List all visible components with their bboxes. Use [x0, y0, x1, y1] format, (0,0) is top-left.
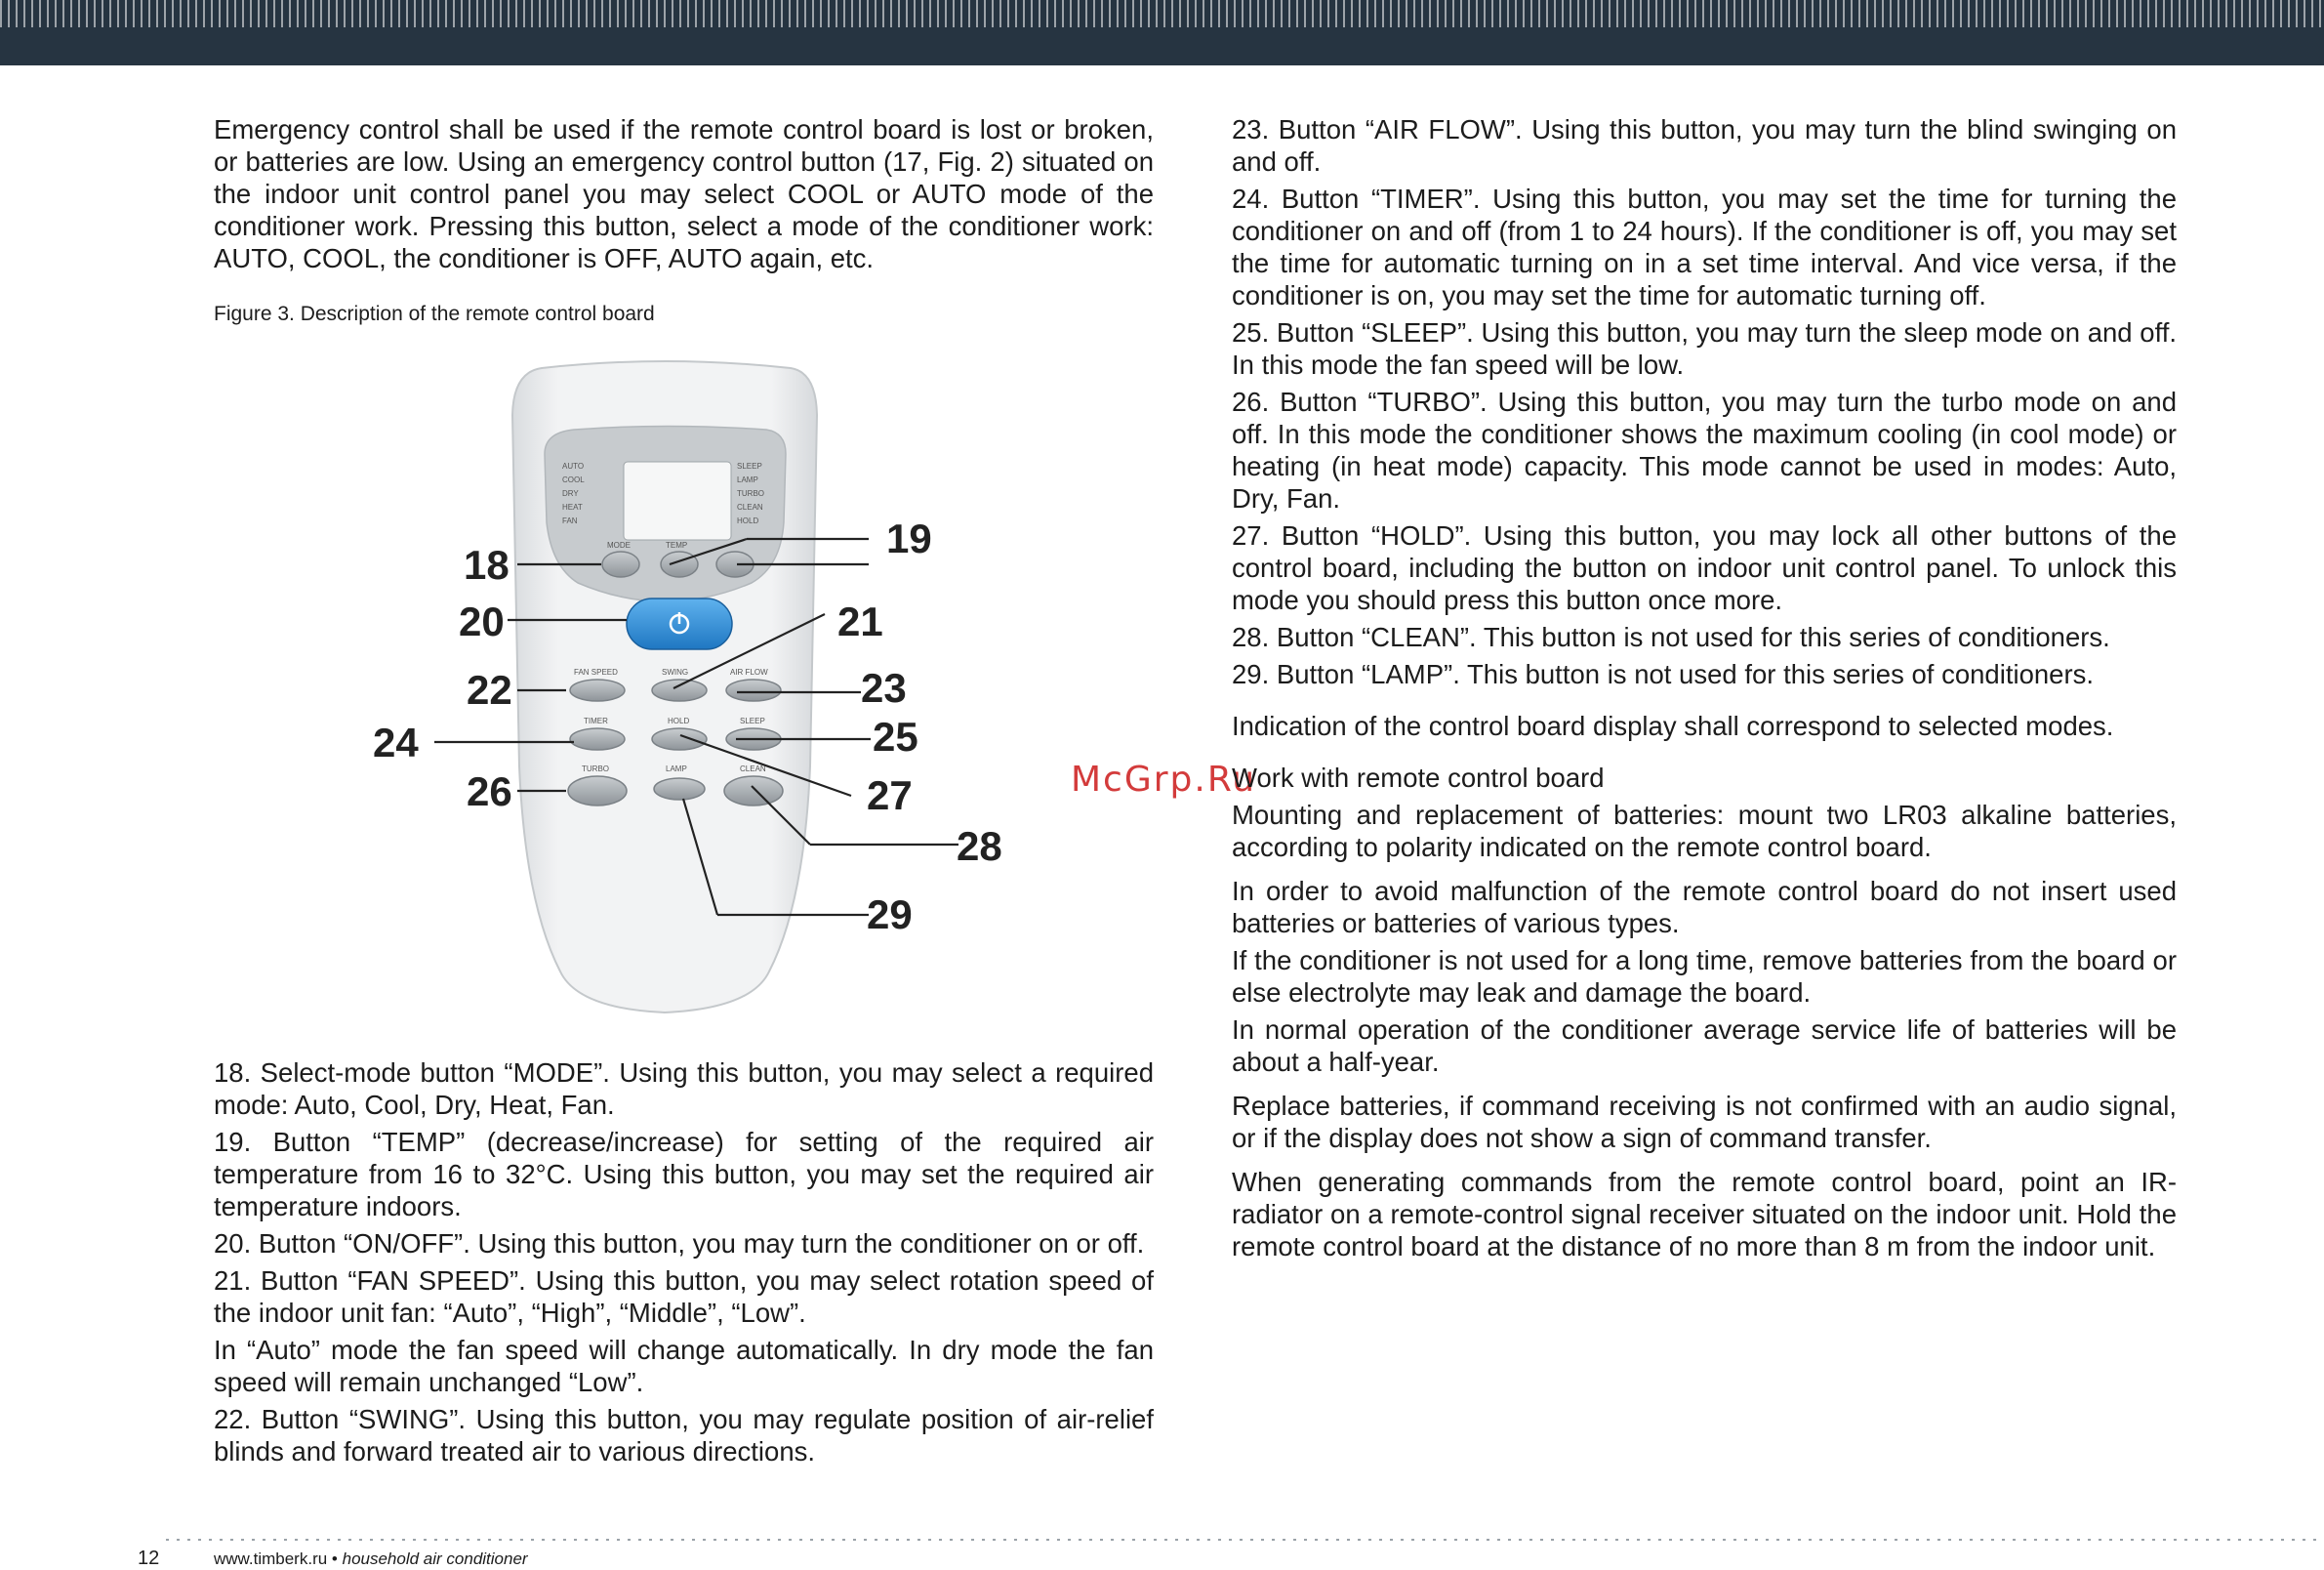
mode-label: MODE	[607, 541, 631, 550]
lcd-label-right: TURBO	[737, 489, 764, 498]
swing-button[interactable]	[652, 680, 707, 701]
footer-separator: •	[331, 1549, 338, 1568]
remote-control-figure	[351, 356, 1002, 1040]
footer-text	[214, 1549, 528, 1569]
paragraph-batteries-life: In normal operation of the conditioner average service life of batteries will be about a half-year.	[1232, 1014, 2177, 1077]
callout-number: 21	[837, 599, 883, 644]
paragraph-mode: 18. Select-mode button “MODE”. Using this button, you may select a required mode: Auto, Cool, Dry, Heat, Fan.	[214, 1057, 1154, 1120]
intro-column	[214, 113, 1154, 274]
timer-label: TIMER	[584, 717, 608, 725]
temp-down-button[interactable]	[661, 552, 698, 577]
callout-number: 26	[467, 768, 512, 814]
footer-divider	[166, 1539, 2324, 1541]
lcd-label-right: LAMP	[737, 475, 758, 484]
lamp-label: LAMP	[666, 764, 687, 773]
callout-number: 28	[957, 823, 1002, 869]
lcd-label-left: COOL	[562, 475, 585, 484]
temp-down-label: TEMP	[666, 541, 688, 550]
callout-number: 25	[873, 714, 918, 760]
paragraph-ir-radiator: When generating commands from the remote control board, point an IR-radiator on a remote-control signal receiver situated on the indoor unit. Hold the remote control board at the distance of no more than 8 m from the indoor unit.	[1232, 1167, 2177, 1261]
page-number: 12	[138, 1548, 160, 1569]
header-bar	[0, 0, 2324, 65]
lcd-label-left: FAN	[562, 516, 578, 525]
lcd-label-left: HEAT	[562, 503, 583, 512]
clean-button[interactable]	[724, 776, 783, 806]
footer-site[interactable]: www.timberk.ru	[214, 1549, 328, 1568]
turbo-label: TURBO	[582, 764, 609, 773]
watermark-text: McGrp.Ru	[1071, 760, 1257, 800]
footer-tagline: household air conditioner	[342, 1549, 528, 1568]
paragraph-batteries-remove: If the conditioner is not used for a long time, remove batteries from the board or else electrolyte may leak and damage the board.	[1232, 945, 2177, 1008]
lcd-label-right: SLEEP	[737, 462, 762, 471]
air-flow-label: AIR FLOW	[730, 668, 768, 677]
lcd-label-left: AUTO	[562, 462, 585, 471]
paragraph-lamp: 29. Button “LAMP”. This button is not used for this series of conditioners.	[1232, 659, 2094, 689]
callout-number: 20	[459, 599, 505, 644]
sleep-label: SLEEP	[740, 717, 765, 725]
paragraph-temp: 19. Button “TEMP” (decrease/increase) for setting of the required air temperature from 16 to 32°C. Using this button, you may set the required air temperature indoors.	[214, 1127, 1154, 1221]
left-bottom-column	[214, 1056, 1154, 1467]
air-flow-button[interactable]	[726, 680, 781, 701]
paragraph-auto-fan: In “Auto” mode the fan speed will change automatically. In dry mode the fan speed will remain unchanged “Low”.	[214, 1335, 1154, 1397]
lcd-label-left: DRY	[562, 489, 579, 498]
callout-number: 29	[867, 891, 913, 937]
callout-number: 19	[886, 516, 932, 561]
clean-label: CLEAN	[740, 764, 766, 773]
fan-speed-button[interactable]	[570, 680, 625, 701]
paragraph-indication: Indication of the control board display shall correspond to selected modes.	[1232, 711, 2114, 741]
fan-speed-label: FAN SPEED	[574, 668, 618, 677]
paragraph-turbo: 26. Button “TURBO”. Using this button, you may turn the turbo mode on and off. In this mode the conditioner shows the maximum cooling (in cool mode) or heating (in heat mode) capacity. This mode cannot be used in modes: Auto, Dry, Fan.	[1232, 387, 2177, 514]
mode-button[interactable]	[602, 552, 639, 577]
figure-caption: Figure 3. Description of the remote control board	[214, 303, 655, 325]
paragraph-onoff: 20. Button “ON/OFF”. Using this button, you may turn the conditioner on or off.	[214, 1228, 1145, 1259]
paragraph-hold: 27. Button “HOLD”. Using this button, you may lock all other buttons of the control board, including the button on indoor unit control panel. To unlock this mode you should press this button once more.	[1232, 520, 2177, 615]
paragraph-batteries-avoid: In order to avoid malfunction of the remote control board do not insert used batteries or batteries of various types.	[1232, 876, 2177, 938]
lcd-label-right: HOLD	[737, 516, 759, 525]
paragraph-swing: 22. Button “SWING”. Using this button, you may regulate position of air-relief blinds and forward treated air to various directions.	[214, 1404, 1154, 1467]
timer-button[interactable]	[570, 728, 625, 750]
lcd-screen	[624, 462, 731, 540]
lcd-label-right: CLEAN	[737, 503, 763, 512]
emergency-control-paragraph: Emergency control shall be used if the remote control board is lost or broken, or batteries are low. Using an emergency control button (17, Fig. 2) situated on the indoor unit control panel you may select COOL or AUTO mode of the conditioner work. Pressing this button, select a mode of the conditioner work: AUTO, COOL, the conditioner is OFF, AUTO again, etc.	[214, 114, 1154, 273]
callout-number: 18	[464, 542, 510, 588]
callout-number: 24	[373, 720, 419, 765]
paragraph-sleep: 25. Button “SLEEP”. Using this button, you may turn the sleep mode on and off. In this mode the fan speed will be low.	[1232, 317, 2177, 380]
callout-number: 27	[867, 772, 913, 818]
swing-label: SWING	[662, 668, 689, 677]
header-stripes	[0, 0, 2324, 27]
right-column	[1232, 113, 2177, 1262]
paragraph-clean: 28. Button “CLEAN”. This button is not used for this series of conditioners.	[1232, 622, 2110, 652]
hold-button[interactable]	[652, 728, 707, 750]
paragraph-batteries-mount: Mounting and replacement of batteries: mount two LR03 alkaline batteries, according to polarity indicated on the remote control board.	[1232, 800, 2177, 862]
paragraph-fan-speed: 21. Button “FAN SPEED”. Using this button, you may select rotation speed of the indoor unit fan: “Auto”, “High”, “Middle”, “Low”.	[214, 1265, 1154, 1328]
paragraph-air-flow: 23. Button “AIR FLOW”. Using this button, you may turn the blind swinging on and off.	[1232, 114, 2177, 177]
paragraph-timer: 24. Button “TIMER”. Using this button, you may set the time for turning the conditioner on and off (from 1 to 24 hours). If the conditioner is off, you may set the time for automatic turning on in a set time interval. And vice versa, if the conditioner is on, you may set the time for automatic turning off.	[1232, 184, 2177, 310]
turbo-button[interactable]	[568, 776, 627, 806]
callout-number: 23	[861, 665, 907, 711]
callout-number: 22	[467, 667, 512, 713]
section-heading-remote: Work with remote control board	[1232, 763, 1605, 793]
lamp-button[interactable]	[654, 778, 705, 800]
paragraph-batteries-replace: Replace batteries, if command receiving is not confirmed with an audio signal, or if the display does not show a sign of command transfer.	[1232, 1091, 2177, 1153]
hold-label: HOLD	[668, 717, 690, 725]
